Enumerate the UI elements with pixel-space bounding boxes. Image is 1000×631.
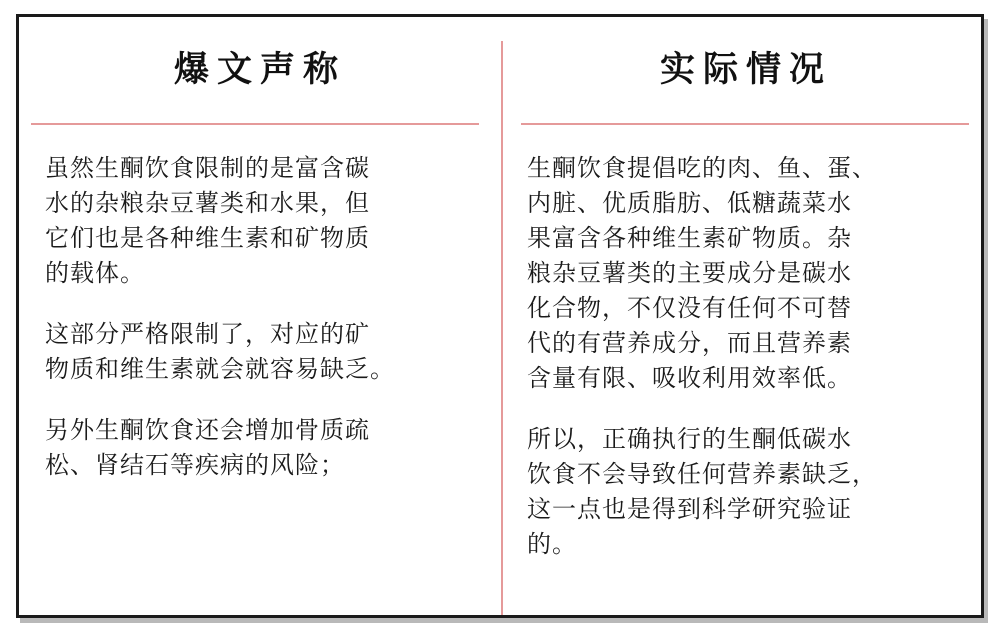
fact-line: 果富含各种维生素矿物质。杂 (527, 224, 852, 252)
fact-column-title: 实际情况 (659, 50, 832, 90)
claim-title-rule (31, 123, 479, 125)
fact-line: 所以，正确执行的生酮低碳水 (527, 425, 852, 453)
claim-paragraph-1 (45, 151, 495, 291)
fact-body (527, 151, 975, 588)
fact-line: 含量有限、吸收利用效率低。 (527, 364, 852, 392)
fact-line: 饮食不会导致任何营养素缺乏， (527, 460, 877, 488)
claim-line: 这部分严格限制了，对应的矿 (45, 320, 370, 348)
claim-line: 虽然生酮饮食限制的是富含碳 (45, 154, 370, 182)
claim-line: 的载体。 (45, 259, 145, 287)
claim-body (45, 151, 495, 509)
fact-line: 内脏、优质脂肪、低糖蔬菜水 (527, 189, 852, 217)
fact-title-rule (521, 123, 969, 125)
claim-line: 它们也是各种维生素和矿物质 (45, 224, 370, 252)
fact-paragraph-2 (527, 422, 975, 562)
comparison-table (16, 14, 984, 618)
claim-line: 水的杂粮杂豆薯类和水果，但 (45, 189, 370, 217)
fact-line: 这一点也是得到科学研究验证 (527, 495, 852, 523)
fact-line: 生酮饮食提倡吃的肉、鱼、蛋、 (527, 154, 877, 182)
claim-column-title: 爆文声称 (173, 50, 346, 90)
fact-paragraph-1 (527, 151, 975, 396)
claim-line: 另外生酮饮食还会增加骨质疏 (45, 416, 370, 444)
fact-line: 的。 (527, 530, 577, 558)
fact-line: 化合物，不仅没有任何不可替 (527, 294, 852, 322)
fact-line: 粮杂豆薯类的主要成分是碳水 (527, 259, 852, 287)
column-divider (501, 41, 503, 615)
claim-line: 物质和维生素就会就容易缺乏。 (45, 355, 395, 383)
claim-line: 松、肾结石等疾病的风险； (45, 451, 345, 479)
claim-paragraph-2 (45, 317, 495, 387)
fact-line: 代的有营养成分，而且营养素 (527, 329, 852, 357)
claim-paragraph-3 (45, 413, 495, 483)
